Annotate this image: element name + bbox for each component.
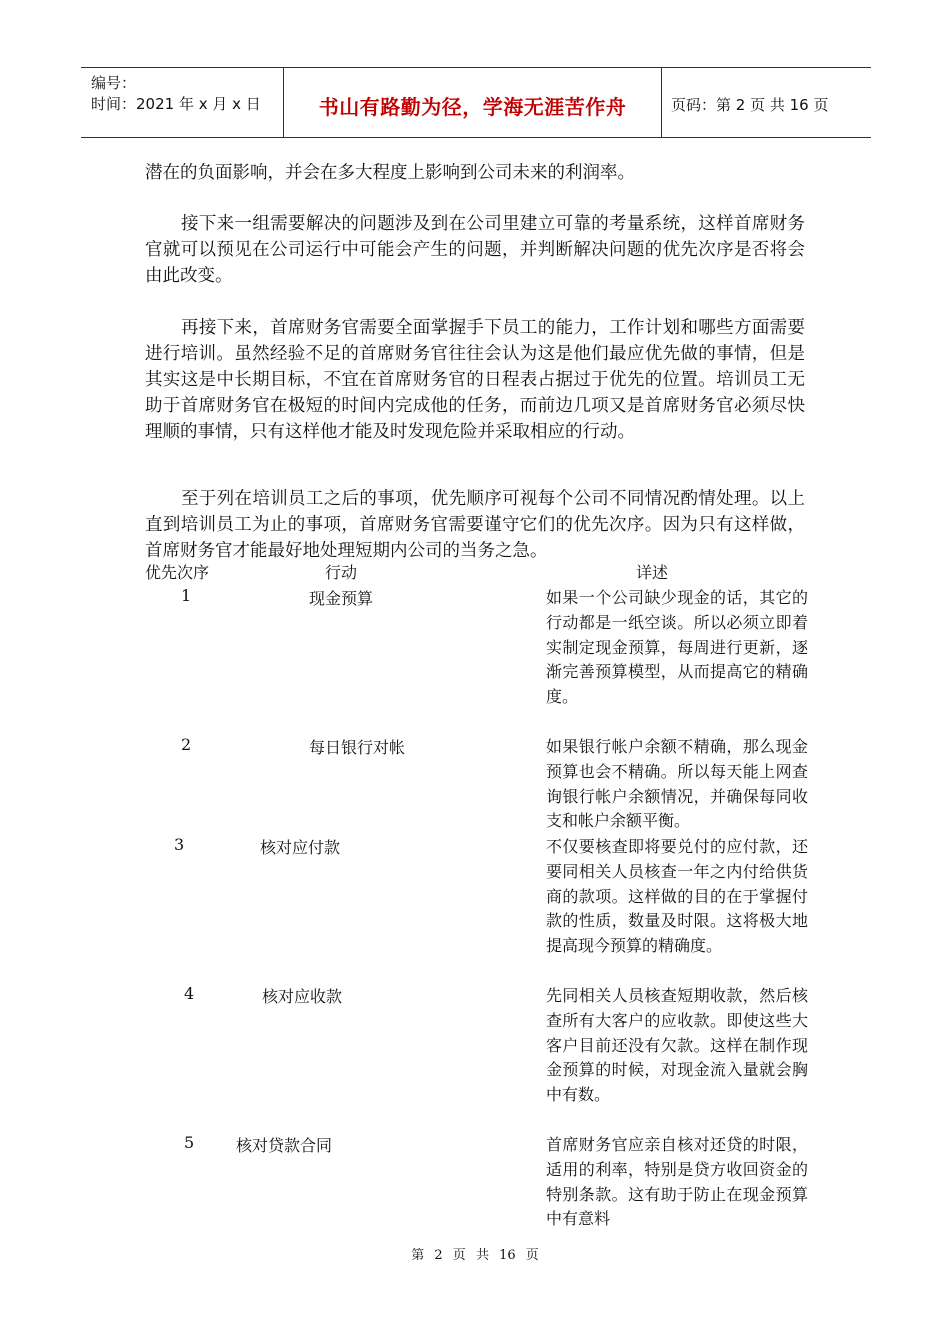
footer-gong: 共 <box>475 1248 489 1263</box>
document-date: 时间：2021 年 x 月 x 日 <box>91 95 261 113</box>
row-action: 核对应付款 <box>260 838 341 857</box>
row-action: 每日银行对帐 <box>309 738 406 757</box>
row-action: 现金预算 <box>309 589 374 608</box>
paragraph-1: 潜在的负面影响，并会在多大程度上影响到公司未来的利润率。 <box>145 163 635 183</box>
document-number-label: 编号： <box>91 74 137 92</box>
row-priority-number: 2 <box>181 735 192 754</box>
row-detail: 不仅要核查即将要兑付的应付款，还要同相关人员核查一年之内付给供货商的款项。这样做的目的在于掌握付款的性质，数量及时限。这将极大地提高现今预算的精确度。 <box>546 837 808 956</box>
header-page-cell <box>663 68 871 137</box>
paragraph-2: 接下来一组需要解决的问题涉及到在公司里建立可靠的考量系统，这样首席财务官就可以预见在公司运行中可能会产生的问题，并判断解决问题的优先次序是否将会由此改变。 <box>145 214 805 286</box>
table-header-priority: 优先次序 <box>145 563 210 582</box>
row-detail: 首席财务官应亲自核对还贷的时限，适用的利率，特别是贷方收回资金的特别条款。这有助于防止在现金预算中有意料 <box>546 1135 808 1229</box>
row-detail: 如果一个公司缺少现金的话，其它的行动都是一纸空谈。所以必须立即着实制定现金预算，每周进行更新，逐渐完善预算模型，从而提高它的精确度。 <box>546 588 808 707</box>
table-header-action: 行动 <box>325 563 358 582</box>
header-info-cell <box>81 68 284 137</box>
header-motto: 书山有路勤为径，学海无涯苦作舟 <box>318 95 627 119</box>
row-detail: 先同相关人员核查短期收款，然后核查所有大客户的应收款。即使这些大客户目前还没有欠款。这样在制作现金预算的时候，对现金流入量就会胸中有数。 <box>546 986 808 1105</box>
row-priority-number: 1 <box>181 586 192 605</box>
header-page-number: 页码：第 2 页 共 16 页 <box>671 96 829 114</box>
row-action: 核对应收款 <box>262 987 343 1006</box>
footer-total-pages: 16 <box>499 1248 516 1263</box>
paragraph-3: 再接下来，首席财务官需要全面掌握手下员工的能力，工作计划和哪些方面需要进行培训。虽然经验不足的首席财务官往往会认为这是他们最应优先做的事情，但是其实这是中长期目标，不宜在首席财务官的日程表占据过于优先的位置。培训员工无助于首席财务官在极短的时间内完成他的任务，而前边几项又是首席财务官必须尽快理顺的事情，只有这样他才能及时发现危险并采取相应的行动。 <box>145 318 805 442</box>
page-footer <box>0 1244 950 1263</box>
paragraph-4: 至于列在培训员工之后的事项，优先顺序可视每个公司不同情况酌情处理。以上直到培训员工为止的事项，首席财务官需要谨守它们的优先次序。因为只有这样做，首席财务官才能最好地处理短期内公司的当务之急。 <box>145 489 805 561</box>
row-priority-number: 5 <box>184 1133 195 1152</box>
footer-ye-2: 页 <box>525 1248 539 1263</box>
footer-page-number: 2 <box>434 1248 443 1263</box>
row-priority-number: 4 <box>184 984 195 1003</box>
footer-ye: 页 <box>452 1248 466 1263</box>
row-action: 核对贷款合同 <box>236 1136 333 1155</box>
page-header <box>81 67 871 138</box>
row-detail: 如果银行帐户余额不精确，那么现金预算也会不精确。所以每天能上网查询银行帐户余额情况，并确保每同收支和帐户余额平衡。 <box>546 737 808 831</box>
table-header-detail: 详述 <box>636 563 669 582</box>
header-motto-cell <box>284 68 662 137</box>
row-priority-number: 3 <box>174 835 185 854</box>
footer-di: 第 <box>411 1248 425 1263</box>
